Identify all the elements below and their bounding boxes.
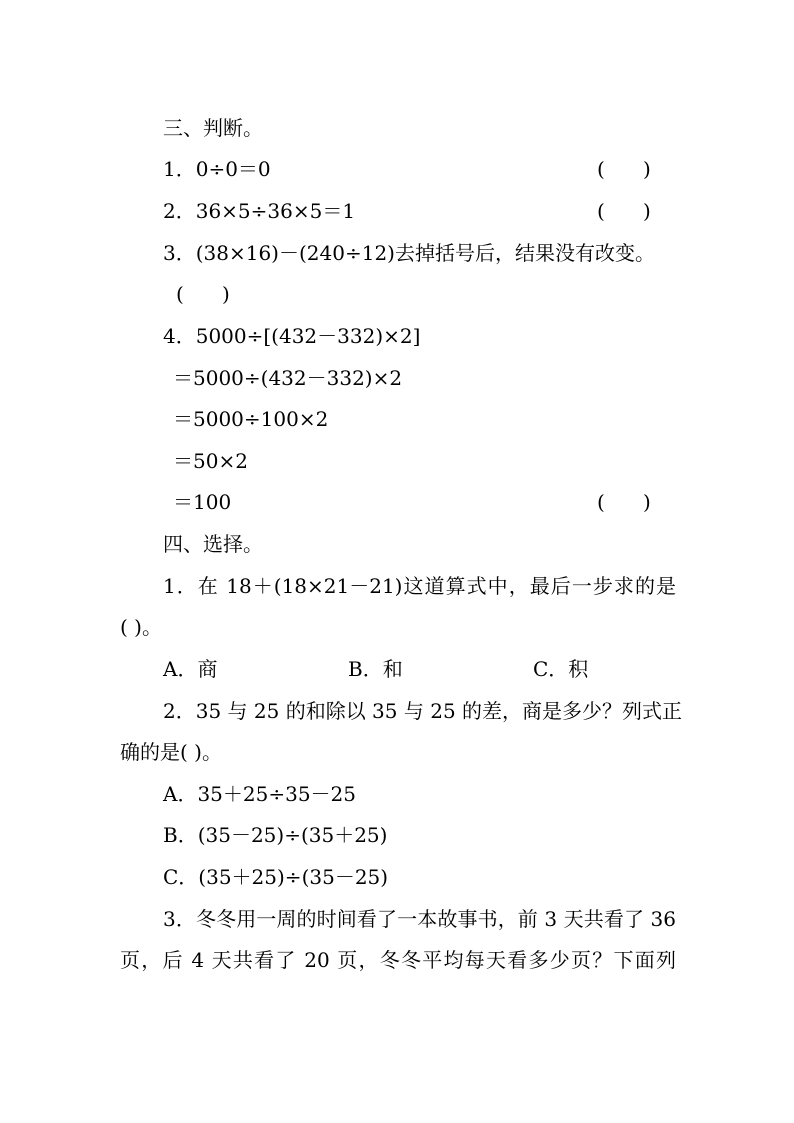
choice-q2-option-b[interactable]: B．(35－25)÷(35＋25) [163, 823, 388, 847]
choice-q1-line-2[interactable]: ( )。 [120, 615, 162, 639]
judge-item-1-answer-paren[interactable]: ( ) [597, 157, 651, 181]
choice-q2-line-1: 2．35 与 25 的和除以 35 与 25 的差，商是多少？列式正 [163, 699, 683, 723]
judge-item-4-answer-paren[interactable]: ( ) [597, 490, 651, 514]
judge-item-1: 1．0÷0＝0 [163, 157, 271, 181]
choice-q2-option-c[interactable]: C．(35＋25)÷(35－25) [163, 865, 389, 889]
choice-q1-option-b[interactable]: B．和 [348, 657, 403, 681]
judge-item-3-answer-paren[interactable]: ( ) [176, 282, 230, 306]
judge-item-4-step-4: ＝100 [173, 490, 232, 514]
choice-q3-line-2: 页，后 4 天共看了 20 页，冬冬平均每天看多少页？下面列 [120, 948, 676, 972]
judge-item-3: 3．(38×16)－(240÷12)去掉括号后，结果没有改变。 [163, 241, 655, 265]
choice-q2-option-a[interactable]: A．35＋25÷35－25 [163, 782, 356, 806]
section-4-heading: 四、选择。 [163, 532, 263, 556]
choice-q1-option-a[interactable]: A．商 [163, 657, 218, 681]
section-3-heading: 三、判断。 [163, 116, 263, 140]
judge-item-4: 4．5000÷[(432－332)×2] [163, 324, 421, 348]
judge-item-4-step-3: ＝50×2 [173, 449, 248, 473]
judge-item-4-step-2: ＝5000÷100×2 [173, 407, 329, 431]
choice-q1-line-1: 1．在 18＋(18×21－21)这道算式中，最后一步求的是 [163, 574, 676, 598]
judge-item-2-answer-paren[interactable]: ( ) [597, 199, 651, 223]
choice-q2-line-2[interactable]: 确的是( )。 [120, 740, 222, 764]
choice-q1-option-c[interactable]: C．积 [533, 657, 589, 681]
choice-q3-line-1: 3．冬冬用一周的时间看了一本故事书，前 3 天共看了 36 [163, 907, 676, 931]
judge-item-4-step-1: ＝5000÷(432－332)×2 [173, 366, 403, 390]
judge-item-2: 2．36×5÷36×5＝1 [163, 199, 356, 223]
